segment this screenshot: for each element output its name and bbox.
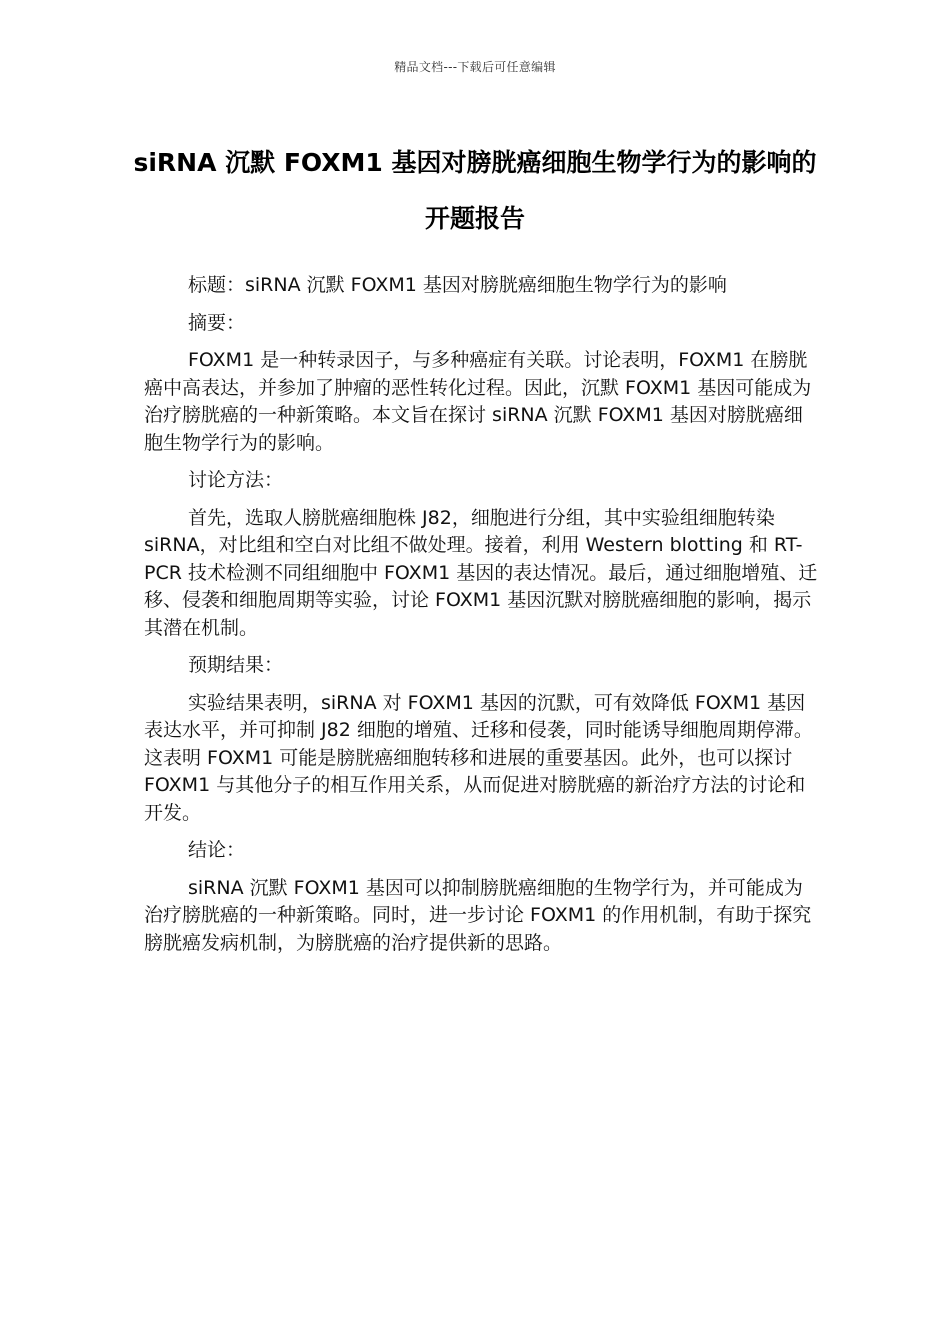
subject-line: 标题：siRNA 沉默 FOXM1 基因对膀胱癌细胞生物学行为的影响 (188, 274, 727, 296)
methods-label: 讨论方法： (188, 469, 284, 491)
page-header: 精品文档---下载后可任意编辑 (394, 60, 556, 74)
abstract-paragraph: FOXM1 是一种转录因子，与多种癌症有关联。讨论表明，FOXM1 在膀胱癌中高表达，并参加了肿瘤的恶性转化过程。因此，沉默 FOXM1 基因可能成为治疗膀胱癌的一种新策略。本文旨在探讨 siRNA 沉默 FOXM1 基因对膀胱癌细胞生物学行为的影响。 (144, 349, 812, 454)
document-body (144, 272, 820, 967)
results-paragraph: 实验结果表明，siRNA 对 FOXM1 基因的沉默，可有效降低 FOXM1 基因表达水平，并可抑制 J82 细胞的增殖、迁移和侵袭，同时能诱导细胞周期停滞。这表明 FOXM1 可能是膀胱癌细胞转移和进展的重要基因。此外，也可以探讨 FOXM1 与其他分子的相互作用关系，从而促进对膀胱癌的新治疗方法的讨论和开发。 (144, 691, 813, 824)
document-title: siRNA 沉默 FOXM1 基因对膀胱癌细胞生物学行为的影响的开题报告 (133, 148, 817, 233)
methods-paragraph: 首先，选取人膀胱癌细胞株 J82，细胞进行分组，其中实验组细胞转染 siRNA，对比组和空白对比组不做处理。接着，利用 Western blotting 和 RT-PCR 技术检测不同组细胞中 FOXM1 基因的表达情况。最后，通过细胞增殖、迁移、侵袭和细胞周期等实验，讨论 FOXM1 基因沉默对膀胱癌细胞的影响，揭示其潜在机制。 (144, 506, 818, 639)
conclusion-paragraph: siRNA 沉默 FOXM1 基因可以抑制膀胱癌细胞的生物学行为，并可能成为治疗膀胱癌的一种新策略。同时，进一步讨论 FOXM1 的作用机制，有助于探究膀胱癌发病机制，为膀胱癌的治疗提供新的思路。 (144, 876, 812, 954)
results-label: 预期结果： (188, 654, 284, 676)
abstract-label: 摘要： (188, 311, 246, 334)
conclusion-label: 结论： (188, 839, 246, 861)
